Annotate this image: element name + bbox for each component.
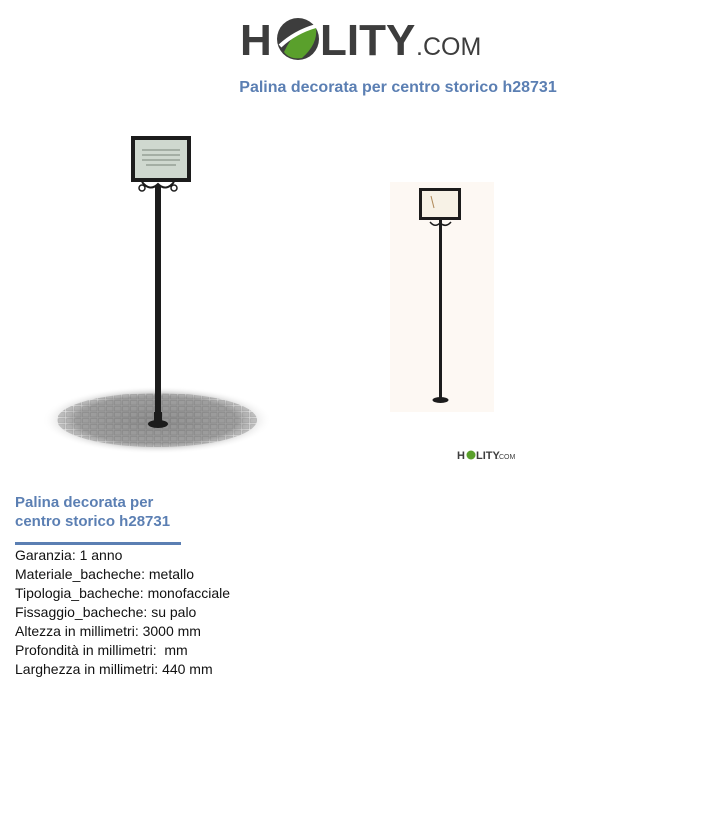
spec-row: Larghezza in millimetri: 440 mm	[15, 661, 213, 677]
logo-suffix: .COM	[416, 33, 482, 61]
product-photo-thumb	[390, 182, 494, 412]
spec-list	[15, 546, 230, 679]
holity-logo-small	[457, 448, 515, 462]
spec-row: Garanzia: 1 anno	[15, 547, 123, 563]
logo-letter-h: H	[240, 16, 272, 65]
svg-text:.COM: .COM	[497, 454, 515, 461]
spec-row: Fissaggio_bacheche: su palo	[15, 604, 197, 620]
spec-row: Tipologia_bacheche: monofacciale	[15, 585, 231, 601]
spec-row: Profondità in millimetri: mm	[15, 642, 188, 658]
logo-ball-icon	[277, 18, 319, 60]
svg-text:LITY: LITY	[476, 450, 500, 462]
spec-row: Altezza in millimetri: 3000 mm	[15, 623, 201, 639]
svg-text:H: H	[457, 450, 465, 462]
product-title: Palina decorata per centro storico h28731	[15, 494, 171, 530]
title-divider	[15, 542, 181, 545]
spec-row: Materiale_bacheche: metallo	[15, 566, 195, 582]
product-photo-main	[42, 130, 272, 465]
page-title: Palina decorata per centro storico h28731	[239, 79, 557, 96]
holity-logo[interactable]	[240, 12, 485, 68]
logo-letters-lity: LITY	[320, 16, 416, 65]
